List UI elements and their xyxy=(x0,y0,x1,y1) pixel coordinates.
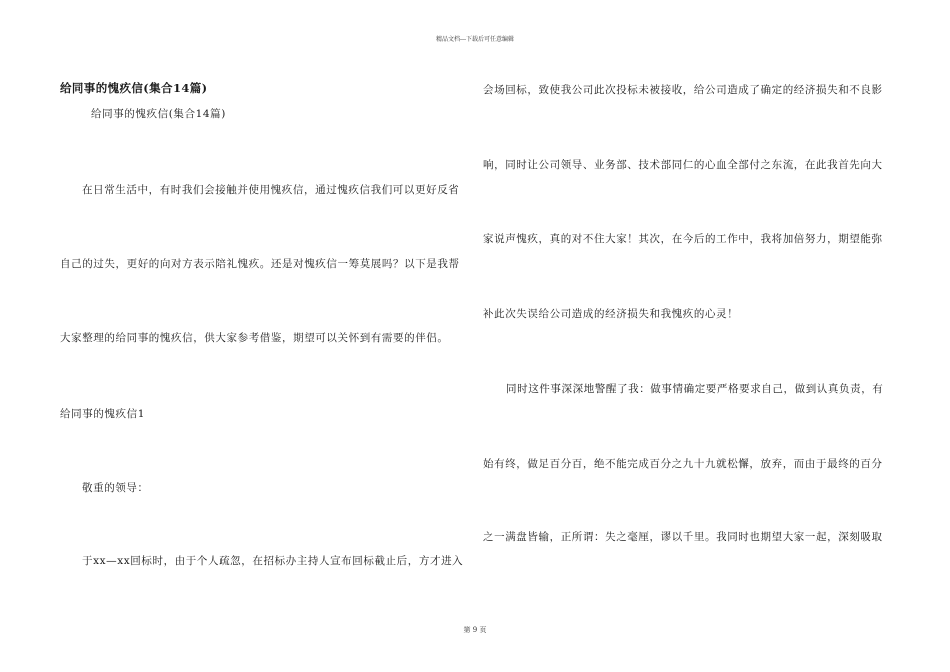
paragraph-line: 自己的过失，更好的向对方表示陪礼愧疚。还是对愧疚信一筹莫展吗？以下是我帮 xyxy=(60,258,460,270)
right-column xyxy=(475,0,950,672)
paragraph-line: 大家整理的给同事的愧疚信，供大家参考借鉴，期望可以关怀到有需要的伴侣。 xyxy=(60,332,449,344)
paragraph-line: 会场回标，致使我公司此次投标未被接收，给公司造成了确定的经济损失和不良影 xyxy=(483,84,883,96)
paragraph-line: 家说声愧疚，真的对不住大家！其次，在今后的工作中，我将加倍努力，期望能弥 xyxy=(483,233,883,245)
page-footer: 第 9 页 xyxy=(463,626,487,634)
document-subtitle: 给同事的愧疚信(集合14篇) xyxy=(91,108,226,120)
paragraph-line: 在日常生活中，有时我们会接触并使用愧疚信，通过愧疚信我们可以更好反省 xyxy=(82,184,460,196)
section-heading: 给同事的愧疚信1 xyxy=(60,408,145,420)
paragraph-line: 始有终，做足百分百，绝不能完成百分之九十九就松懈，放弃，而由于最终的百分 xyxy=(483,458,883,470)
paragraph-line: 同时这件事深深地警醒了我：做事情确定要严格要求自己，做到认真负责，有 xyxy=(506,383,884,395)
document-title: 给同事的愧疚信(集合14篇) xyxy=(60,81,208,95)
salutation: 敬重的领导： xyxy=(82,482,149,494)
paragraph-line: 响，同时让公司领导、业务部、技术部同仁的心血全部付之东流，在此我首先向大 xyxy=(483,159,883,171)
paragraph-line: 于xx—xx回标时，由于个人疏忽，在招标办主持人宣布回标截止后，方才进入 xyxy=(82,555,464,567)
paragraph-line: 之一满盘皆输，正所谓：失之毫厘，谬以千里。我同时也期望大家一起，深刻吸取 xyxy=(483,531,883,543)
page-header: 精品文档---下载后可任意编辑 xyxy=(435,36,515,43)
paragraph-line: 补此次失误给公司造成的经济损失和我愧疚的心灵！ xyxy=(483,308,739,320)
